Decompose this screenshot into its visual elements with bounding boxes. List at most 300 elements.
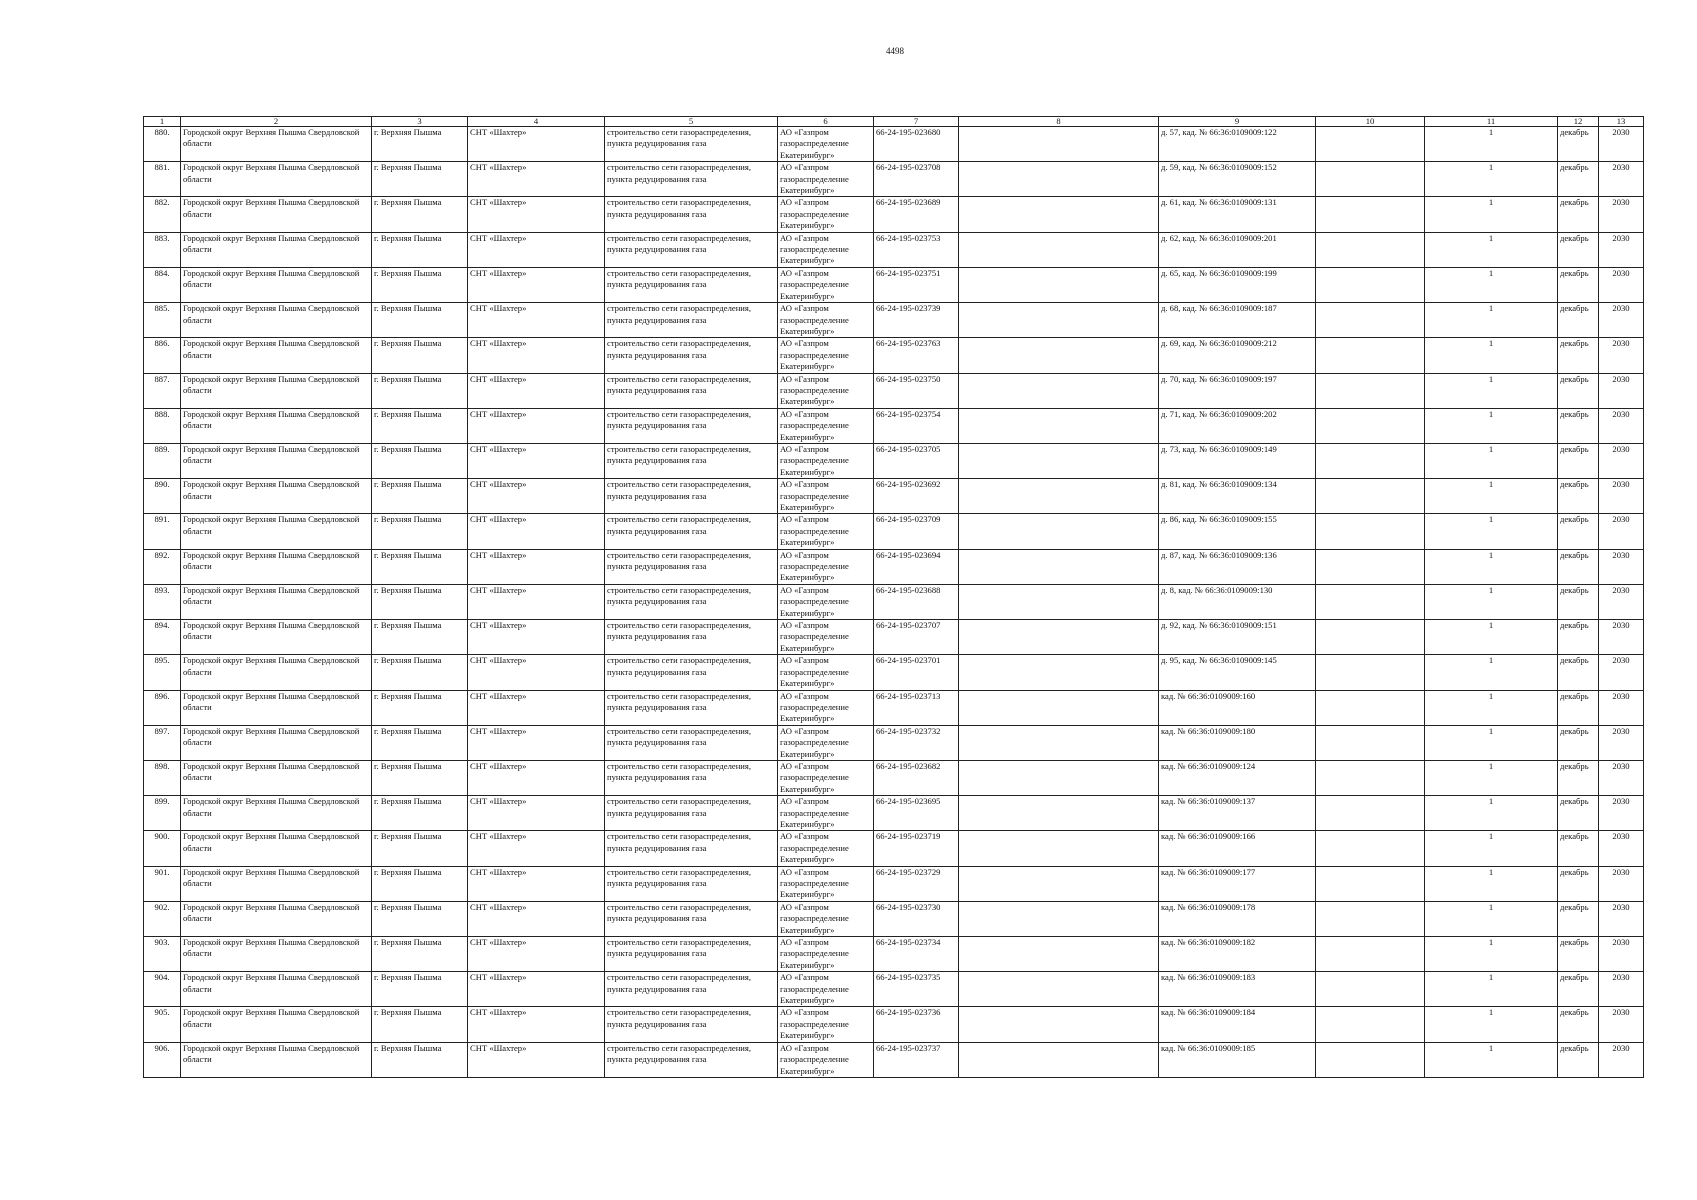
table-cell-col-5: строительство сети газораспределения, пункта редуцирования газа xyxy=(605,267,778,302)
table-cell-col-1: 885. xyxy=(144,303,181,338)
table-cell-col-6: АО «Газпром газораспределение Екатеринбург» xyxy=(778,901,874,936)
table-cell-col-5: строительство сети газораспределения, пункта редуцирования газа xyxy=(605,831,778,866)
column-header-2: 2 xyxy=(181,117,372,127)
table-cell-col-1: 895. xyxy=(144,655,181,690)
table-cell-col-1: 897. xyxy=(144,725,181,760)
table-cell-col-5: строительство сети газораспределения, пункта редуцирования газа xyxy=(605,1007,778,1042)
table-cell-col-6: АО «Газпром газораспределение Екатеринбург» xyxy=(778,408,874,443)
table-cell-col-8 xyxy=(959,901,1159,936)
table-cell-col-13: 2030 xyxy=(1599,690,1644,725)
table-cell-col-12: декабрь xyxy=(1558,408,1599,443)
table-cell-col-1: 892. xyxy=(144,549,181,584)
table-header xyxy=(144,117,1644,127)
table-cell-col-12: декабрь xyxy=(1558,443,1599,478)
table-cell-col-2: Городской округ Верхняя Пышма Свердловской области xyxy=(181,197,372,232)
table-cell-col-1: 883. xyxy=(144,232,181,267)
table-cell-col-3: г. Верхняя Пышма xyxy=(372,866,468,901)
table-cell-col-4: СНТ «Шахтер» xyxy=(468,584,605,619)
table-cell-col-9: кад. № 66:36:0109009:183 xyxy=(1159,972,1316,1007)
table-cell-col-2: Городской округ Верхняя Пышма Свердловской области xyxy=(181,127,372,162)
table-cell-col-9: д. 73, кад. № 66:36:0109009:149 xyxy=(1159,443,1316,478)
table-cell-col-8 xyxy=(959,197,1159,232)
table-cell-col-9: д. 70, кад. № 66:36:0109009:197 xyxy=(1159,373,1316,408)
table-cell-col-12: декабрь xyxy=(1558,127,1599,162)
table-cell-col-5: строительство сети газораспределения, пункта редуцирования газа xyxy=(605,373,778,408)
table-cell-col-7: 66-24-195-023735 xyxy=(874,972,959,1007)
table-cell-col-8 xyxy=(959,232,1159,267)
table-cell-col-8 xyxy=(959,1007,1159,1042)
table-cell-col-10 xyxy=(1316,197,1425,232)
table-cell-col-13: 2030 xyxy=(1599,443,1644,478)
table-cell-col-11: 1 xyxy=(1425,901,1558,936)
table-cell-col-13: 2030 xyxy=(1599,232,1644,267)
table-cell-col-10 xyxy=(1316,620,1425,655)
table-cell-col-2: Городской округ Верхняя Пышма Свердловской области xyxy=(181,972,372,1007)
table-cell-col-3: г. Верхняя Пышма xyxy=(372,584,468,619)
table-cell-col-4: СНТ «Шахтер» xyxy=(468,549,605,584)
table-cell-col-7: 66-24-195-023736 xyxy=(874,1007,959,1042)
table-cell-col-13: 2030 xyxy=(1599,796,1644,831)
table-cell-col-7: 66-24-195-023763 xyxy=(874,338,959,373)
table-cell-col-12: декабрь xyxy=(1558,901,1599,936)
column-header-4: 4 xyxy=(468,117,605,127)
table-row xyxy=(144,197,1644,232)
table-cell-col-8 xyxy=(959,479,1159,514)
table-cell-col-12: декабрь xyxy=(1558,866,1599,901)
table-cell-col-4: СНТ «Шахтер» xyxy=(468,303,605,338)
table-cell-col-3: г. Верхняя Пышма xyxy=(372,514,468,549)
table-cell-col-9: д. 65, кад. № 66:36:0109009:199 xyxy=(1159,267,1316,302)
table-cell-col-1: 902. xyxy=(144,901,181,936)
table-cell-col-10 xyxy=(1316,690,1425,725)
table-cell-col-2: Городской округ Верхняя Пышма Свердловской области xyxy=(181,267,372,302)
table-cell-col-13: 2030 xyxy=(1599,267,1644,302)
table-cell-col-10 xyxy=(1316,127,1425,162)
table-cell-col-13: 2030 xyxy=(1599,303,1644,338)
table-cell-col-1: 899. xyxy=(144,796,181,831)
table-cell-col-10 xyxy=(1316,866,1425,901)
table-cell-col-13: 2030 xyxy=(1599,338,1644,373)
table-row xyxy=(144,866,1644,901)
table-row xyxy=(144,303,1644,338)
table-cell-col-2: Городской округ Верхняя Пышма Свердловской области xyxy=(181,866,372,901)
column-header-8: 8 xyxy=(959,117,1159,127)
table-cell-col-4: СНТ «Шахтер» xyxy=(468,901,605,936)
table-cell-col-3: г. Верхняя Пышма xyxy=(372,408,468,443)
table-cell-col-12: декабрь xyxy=(1558,303,1599,338)
table-cell-col-7: 66-24-195-023739 xyxy=(874,303,959,338)
table-cell-col-13: 2030 xyxy=(1599,197,1644,232)
table-row xyxy=(144,831,1644,866)
column-header-7: 7 xyxy=(874,117,959,127)
table-cell-col-7: 66-24-195-023680 xyxy=(874,127,959,162)
table-cell-col-12: декабрь xyxy=(1558,725,1599,760)
table-cell-col-7: 66-24-195-023734 xyxy=(874,937,959,972)
table-cell-col-11: 1 xyxy=(1425,655,1558,690)
table-cell-col-8 xyxy=(959,655,1159,690)
table-cell-col-11: 1 xyxy=(1425,584,1558,619)
table-cell-col-9: кад. № 66:36:0109009:124 xyxy=(1159,760,1316,795)
table-cell-col-7: 66-24-195-023692 xyxy=(874,479,959,514)
table-cell-col-5: строительство сети газораспределения, пункта редуцирования газа xyxy=(605,1042,778,1077)
table-cell-col-3: г. Верхняя Пышма xyxy=(372,831,468,866)
table-cell-col-6: АО «Газпром газораспределение Екатеринбург» xyxy=(778,549,874,584)
table-cell-col-12: декабрь xyxy=(1558,760,1599,795)
table-cell-col-7: 66-24-195-023705 xyxy=(874,443,959,478)
table-cell-col-3: г. Верхняя Пышма xyxy=(372,796,468,831)
table-cell-col-9: кад. № 66:36:0109009:185 xyxy=(1159,1042,1316,1077)
table-cell-col-5: строительство сети газораспределения, пункта редуцирования газа xyxy=(605,127,778,162)
table-cell-col-7: 66-24-195-023737 xyxy=(874,1042,959,1077)
table-cell-col-12: декабрь xyxy=(1558,197,1599,232)
table-cell-col-5: строительство сети газораспределения, пункта редуцирования газа xyxy=(605,232,778,267)
table-row xyxy=(144,514,1644,549)
table-cell-col-2: Городской округ Верхняя Пышма Свердловской области xyxy=(181,162,372,197)
table-cell-col-13: 2030 xyxy=(1599,162,1644,197)
table-cell-col-8 xyxy=(959,373,1159,408)
table-row xyxy=(144,901,1644,936)
table-cell-col-6: АО «Газпром газораспределение Екатеринбург» xyxy=(778,162,874,197)
table-cell-col-12: декабрь xyxy=(1558,796,1599,831)
table-body xyxy=(144,127,1644,1078)
table-cell-col-5: строительство сети газораспределения, пункта редуцирования газа xyxy=(605,338,778,373)
table-cell-col-8 xyxy=(959,620,1159,655)
table-cell-col-8 xyxy=(959,338,1159,373)
table-cell-col-2: Городской округ Верхняя Пышма Свердловской области xyxy=(181,514,372,549)
table-cell-col-9: кад. № 66:36:0109009:137 xyxy=(1159,796,1316,831)
table-cell-col-9: кад. № 66:36:0109009:177 xyxy=(1159,866,1316,901)
table-cell-col-13: 2030 xyxy=(1599,514,1644,549)
table-cell-col-9: д. 57, кад. № 66:36:0109009:122 xyxy=(1159,127,1316,162)
table-cell-col-4: СНТ «Шахтер» xyxy=(468,1042,605,1077)
table-cell-col-9: д. 92, кад. № 66:36:0109009:151 xyxy=(1159,620,1316,655)
table-cell-col-1: 891. xyxy=(144,514,181,549)
table-cell-col-10 xyxy=(1316,760,1425,795)
table-row xyxy=(144,373,1644,408)
table-cell-col-3: г. Верхняя Пышма xyxy=(372,1042,468,1077)
table-cell-col-11: 1 xyxy=(1425,443,1558,478)
table-cell-col-6: АО «Газпром газораспределение Екатеринбург» xyxy=(778,972,874,1007)
table-cell-col-1: 886. xyxy=(144,338,181,373)
table-row xyxy=(144,655,1644,690)
table-cell-col-12: декабрь xyxy=(1558,831,1599,866)
table-cell-col-3: г. Верхняя Пышма xyxy=(372,443,468,478)
table-cell-col-4: СНТ «Шахтер» xyxy=(468,267,605,302)
table-cell-col-12: декабрь xyxy=(1558,655,1599,690)
table-cell-col-9: кад. № 66:36:0109009:160 xyxy=(1159,690,1316,725)
table-cell-col-12: декабрь xyxy=(1558,972,1599,1007)
table-cell-col-10 xyxy=(1316,479,1425,514)
table-row xyxy=(144,584,1644,619)
table-cell-col-12: декабрь xyxy=(1558,338,1599,373)
table-cell-col-5: строительство сети газораспределения, пункта редуцирования газа xyxy=(605,549,778,584)
table-row xyxy=(144,443,1644,478)
table-cell-col-8 xyxy=(959,831,1159,866)
table-cell-col-9: кад. № 66:36:0109009:182 xyxy=(1159,937,1316,972)
table-cell-col-11: 1 xyxy=(1425,338,1558,373)
table-cell-col-3: г. Верхняя Пышма xyxy=(372,267,468,302)
table-cell-col-2: Городской округ Верхняя Пышма Свердловской области xyxy=(181,1007,372,1042)
table-row xyxy=(144,479,1644,514)
table-cell-col-6: АО «Газпром газораспределение Екатеринбург» xyxy=(778,267,874,302)
table-cell-col-11: 1 xyxy=(1425,479,1558,514)
table-cell-col-5: строительство сети газораспределения, пункта редуцирования газа xyxy=(605,408,778,443)
table-cell-col-7: 66-24-195-023751 xyxy=(874,267,959,302)
table-cell-col-13: 2030 xyxy=(1599,479,1644,514)
column-header-3: 3 xyxy=(372,117,468,127)
table-cell-col-9: д. 8, кад. № 66:36:0109009:130 xyxy=(1159,584,1316,619)
table-cell-col-1: 894. xyxy=(144,620,181,655)
table-cell-col-11: 1 xyxy=(1425,303,1558,338)
table-cell-col-9: д. 59, кад. № 66:36:0109009:152 xyxy=(1159,162,1316,197)
table-cell-col-4: СНТ «Шахтер» xyxy=(468,690,605,725)
table-cell-col-9: кад. № 66:36:0109009:166 xyxy=(1159,831,1316,866)
table-cell-col-4: СНТ «Шахтер» xyxy=(468,866,605,901)
table-row xyxy=(144,267,1644,302)
table-cell-col-10 xyxy=(1316,1042,1425,1077)
table-cell-col-8 xyxy=(959,725,1159,760)
column-header-10: 10 xyxy=(1316,117,1425,127)
table-cell-col-9: д. 69, кад. № 66:36:0109009:212 xyxy=(1159,338,1316,373)
table-cell-col-12: декабрь xyxy=(1558,549,1599,584)
table-cell-col-5: строительство сети газораспределения, пункта редуцирования газа xyxy=(605,162,778,197)
table-cell-col-13: 2030 xyxy=(1599,831,1644,866)
table-cell-col-13: 2030 xyxy=(1599,373,1644,408)
table-cell-col-4: СНТ «Шахтер» xyxy=(468,937,605,972)
table-cell-col-9: д. 95, кад. № 66:36:0109009:145 xyxy=(1159,655,1316,690)
table-cell-col-12: декабрь xyxy=(1558,479,1599,514)
table-row xyxy=(144,549,1644,584)
page-number: 4498 xyxy=(886,46,904,56)
table-cell-col-12: декабрь xyxy=(1558,232,1599,267)
table-cell-col-3: г. Верхняя Пышма xyxy=(372,549,468,584)
table-cell-col-12: декабрь xyxy=(1558,373,1599,408)
column-header-6: 6 xyxy=(778,117,874,127)
table-row xyxy=(144,127,1644,162)
table-cell-col-13: 2030 xyxy=(1599,408,1644,443)
table-cell-col-4: СНТ «Шахтер» xyxy=(468,725,605,760)
table-cell-col-10 xyxy=(1316,831,1425,866)
table-cell-col-3: г. Верхняя Пышма xyxy=(372,725,468,760)
table-cell-col-1: 882. xyxy=(144,197,181,232)
table-row xyxy=(144,1007,1644,1042)
table-cell-col-1: 903. xyxy=(144,937,181,972)
table-cell-col-5: строительство сети газораспределения, пункта редуцирования газа xyxy=(605,901,778,936)
table-cell-col-9: кад. № 66:36:0109009:178 xyxy=(1159,901,1316,936)
table-cell-col-4: СНТ «Шахтер» xyxy=(468,127,605,162)
table-cell-col-4: СНТ «Шахтер» xyxy=(468,232,605,267)
table-cell-col-13: 2030 xyxy=(1599,972,1644,1007)
table-cell-col-3: г. Верхняя Пышма xyxy=(372,760,468,795)
table-cell-col-11: 1 xyxy=(1425,408,1558,443)
table-cell-col-10 xyxy=(1316,303,1425,338)
table-cell-col-7: 66-24-195-023753 xyxy=(874,232,959,267)
table-cell-col-5: строительство сети газораспределения, пункта редуцирования газа xyxy=(605,796,778,831)
column-header-5: 5 xyxy=(605,117,778,127)
table-cell-col-6: АО «Газпром газораспределение Екатеринбург» xyxy=(778,690,874,725)
table-cell-col-2: Городской округ Верхняя Пышма Свердловской области xyxy=(181,549,372,584)
table-cell-col-9: д. 71, кад. № 66:36:0109009:202 xyxy=(1159,408,1316,443)
table-cell-col-2: Городской округ Верхняя Пышма Свердловской области xyxy=(181,479,372,514)
table-cell-col-7: 66-24-195-023719 xyxy=(874,831,959,866)
table-cell-col-3: г. Верхняя Пышма xyxy=(372,901,468,936)
table-cell-col-3: г. Верхняя Пышма xyxy=(372,197,468,232)
table-cell-col-7: 66-24-195-023754 xyxy=(874,408,959,443)
table-cell-col-8 xyxy=(959,162,1159,197)
table-cell-col-3: г. Верхняя Пышма xyxy=(372,937,468,972)
table-cell-col-4: СНТ «Шахтер» xyxy=(468,338,605,373)
table-cell-col-10 xyxy=(1316,655,1425,690)
table-cell-col-2: Городской округ Верхняя Пышма Свердловской области xyxy=(181,620,372,655)
table-cell-col-7: 66-24-195-023694 xyxy=(874,549,959,584)
table-cell-col-3: г. Верхняя Пышма xyxy=(372,162,468,197)
table-cell-col-11: 1 xyxy=(1425,1007,1558,1042)
table-cell-col-2: Городской округ Верхняя Пышма Свердловской области xyxy=(181,408,372,443)
registry-table xyxy=(143,116,1644,1078)
table-cell-col-5: строительство сети газораспределения, пункта редуцирования газа xyxy=(605,443,778,478)
table-cell-col-11: 1 xyxy=(1425,760,1558,795)
table-cell-col-6: АО «Газпром газораспределение Екатеринбург» xyxy=(778,831,874,866)
table-row xyxy=(144,232,1644,267)
table-cell-col-12: декабрь xyxy=(1558,620,1599,655)
table-cell-col-10 xyxy=(1316,1007,1425,1042)
table-cell-col-1: 904. xyxy=(144,972,181,1007)
table-cell-col-6: АО «Газпром газораспределение Екатеринбург» xyxy=(778,655,874,690)
table-cell-col-5: строительство сети газораспределения, пункта редуцирования газа xyxy=(605,760,778,795)
table-cell-col-8 xyxy=(959,514,1159,549)
table-cell-col-8 xyxy=(959,267,1159,302)
table-cell-col-2: Городской округ Верхняя Пышма Свердловской области xyxy=(181,584,372,619)
table-cell-col-7: 66-24-195-023732 xyxy=(874,725,959,760)
table-cell-col-2: Городской округ Верхняя Пышма Свердловской области xyxy=(181,655,372,690)
table-cell-col-7: 66-24-195-023682 xyxy=(874,760,959,795)
table-cell-col-3: г. Верхняя Пышма xyxy=(372,303,468,338)
table-cell-col-2: Городской округ Верхняя Пышма Свердловской области xyxy=(181,937,372,972)
table-cell-col-11: 1 xyxy=(1425,831,1558,866)
table-cell-col-6: АО «Газпром газораспределение Екатеринбург» xyxy=(778,584,874,619)
table-cell-col-11: 1 xyxy=(1425,127,1558,162)
table-cell-col-6: АО «Газпром газораспределение Екатеринбург» xyxy=(778,479,874,514)
table-cell-col-13: 2030 xyxy=(1599,1007,1644,1042)
table-cell-col-11: 1 xyxy=(1425,267,1558,302)
table-cell-col-13: 2030 xyxy=(1599,127,1644,162)
table-cell-col-6: АО «Газпром газораспределение Екатеринбург» xyxy=(778,338,874,373)
table-cell-col-5: строительство сети газораспределения, пункта редуцирования газа xyxy=(605,937,778,972)
table-cell-col-4: СНТ «Шахтер» xyxy=(468,760,605,795)
table-cell-col-4: СНТ «Шахтер» xyxy=(468,1007,605,1042)
table-cell-col-9: кад. № 66:36:0109009:184 xyxy=(1159,1007,1316,1042)
table-cell-col-11: 1 xyxy=(1425,197,1558,232)
table-cell-col-7: 66-24-195-023708 xyxy=(874,162,959,197)
table-cell-col-2: Городской округ Верхняя Пышма Свердловской области xyxy=(181,901,372,936)
table-cell-col-1: 906. xyxy=(144,1042,181,1077)
table-row xyxy=(144,972,1644,1007)
table-cell-col-4: СНТ «Шахтер» xyxy=(468,831,605,866)
column-header-1: 1 xyxy=(144,117,181,127)
table-cell-col-8 xyxy=(959,443,1159,478)
table-cell-col-8 xyxy=(959,690,1159,725)
table-cell-col-2: Городской округ Верхняя Пышма Свердловской области xyxy=(181,1042,372,1077)
table-cell-col-10 xyxy=(1316,901,1425,936)
table-cell-col-2: Городской округ Верхняя Пышма Свердловской области xyxy=(181,232,372,267)
table-cell-col-10 xyxy=(1316,937,1425,972)
table-cell-col-6: АО «Газпром газораспределение Екатеринбург» xyxy=(778,303,874,338)
header-row xyxy=(144,117,1644,127)
table-row xyxy=(144,760,1644,795)
table-cell-col-4: СНТ «Шахтер» xyxy=(468,408,605,443)
table-cell-col-4: СНТ «Шахтер» xyxy=(468,514,605,549)
table-cell-col-8 xyxy=(959,303,1159,338)
table-cell-col-3: г. Верхняя Пышма xyxy=(372,338,468,373)
table-row xyxy=(144,408,1644,443)
table-cell-col-7: 66-24-195-023688 xyxy=(874,584,959,619)
table-cell-col-9: кад. № 66:36:0109009:180 xyxy=(1159,725,1316,760)
table-cell-col-5: строительство сети газораспределения, пункта редуцирования газа xyxy=(605,479,778,514)
table-cell-col-13: 2030 xyxy=(1599,620,1644,655)
table-cell-col-11: 1 xyxy=(1425,725,1558,760)
table-cell-col-6: АО «Газпром газораспределение Екатеринбург» xyxy=(778,937,874,972)
table-cell-col-10 xyxy=(1316,408,1425,443)
table-cell-col-3: г. Верхняя Пышма xyxy=(372,127,468,162)
table-cell-col-5: строительство сети газораспределения, пункта редуцирования газа xyxy=(605,655,778,690)
table-cell-col-8 xyxy=(959,972,1159,1007)
table-cell-col-1: 890. xyxy=(144,479,181,514)
table-cell-col-9: д. 86, кад. № 66:36:0109009:155 xyxy=(1159,514,1316,549)
table-cell-col-10 xyxy=(1316,232,1425,267)
table-cell-col-11: 1 xyxy=(1425,690,1558,725)
table-cell-col-1: 887. xyxy=(144,373,181,408)
table-cell-col-2: Городской округ Верхняя Пышма Свердловской области xyxy=(181,303,372,338)
table-cell-col-9: д. 81, кад. № 66:36:0109009:134 xyxy=(1159,479,1316,514)
table-cell-col-11: 1 xyxy=(1425,796,1558,831)
table-cell-col-7: 66-24-195-023701 xyxy=(874,655,959,690)
table-cell-col-13: 2030 xyxy=(1599,725,1644,760)
table-cell-col-1: 898. xyxy=(144,760,181,795)
table-cell-col-2: Городской округ Верхняя Пышма Свердловской области xyxy=(181,796,372,831)
table-cell-col-8 xyxy=(959,937,1159,972)
table-cell-col-13: 2030 xyxy=(1599,866,1644,901)
table-cell-col-7: 66-24-195-023750 xyxy=(874,373,959,408)
table-cell-col-6: АО «Газпром газораспределение Екатеринбург» xyxy=(778,760,874,795)
table-cell-col-13: 2030 xyxy=(1599,1042,1644,1077)
table-cell-col-2: Городской округ Верхняя Пышма Свердловской области xyxy=(181,831,372,866)
table-cell-col-10 xyxy=(1316,373,1425,408)
table-cell-col-12: декабрь xyxy=(1558,690,1599,725)
table-cell-col-4: СНТ «Шахтер» xyxy=(468,972,605,1007)
table-cell-col-3: г. Верхняя Пышма xyxy=(372,1007,468,1042)
table-cell-col-5: строительство сети газораспределения, пункта редуцирования газа xyxy=(605,197,778,232)
table-cell-col-5: строительство сети газораспределения, пункта редуцирования газа xyxy=(605,514,778,549)
table-cell-col-8 xyxy=(959,1042,1159,1077)
table-cell-col-1: 888. xyxy=(144,408,181,443)
table-row xyxy=(144,162,1644,197)
table-row xyxy=(144,338,1644,373)
table-cell-col-7: 66-24-195-023709 xyxy=(874,514,959,549)
table-cell-col-13: 2030 xyxy=(1599,901,1644,936)
table-cell-col-8 xyxy=(959,127,1159,162)
table-cell-col-10 xyxy=(1316,549,1425,584)
table-cell-col-3: г. Верхняя Пышма xyxy=(372,232,468,267)
table-cell-col-10 xyxy=(1316,514,1425,549)
table-cell-col-10 xyxy=(1316,725,1425,760)
table-cell-col-7: 66-24-195-023689 xyxy=(874,197,959,232)
table-cell-col-4: СНТ «Шахтер» xyxy=(468,620,605,655)
table-cell-col-3: г. Верхняя Пышма xyxy=(372,479,468,514)
table-cell-col-10 xyxy=(1316,338,1425,373)
table-cell-col-10 xyxy=(1316,267,1425,302)
table-cell-col-8 xyxy=(959,866,1159,901)
table-cell-col-13: 2030 xyxy=(1599,584,1644,619)
